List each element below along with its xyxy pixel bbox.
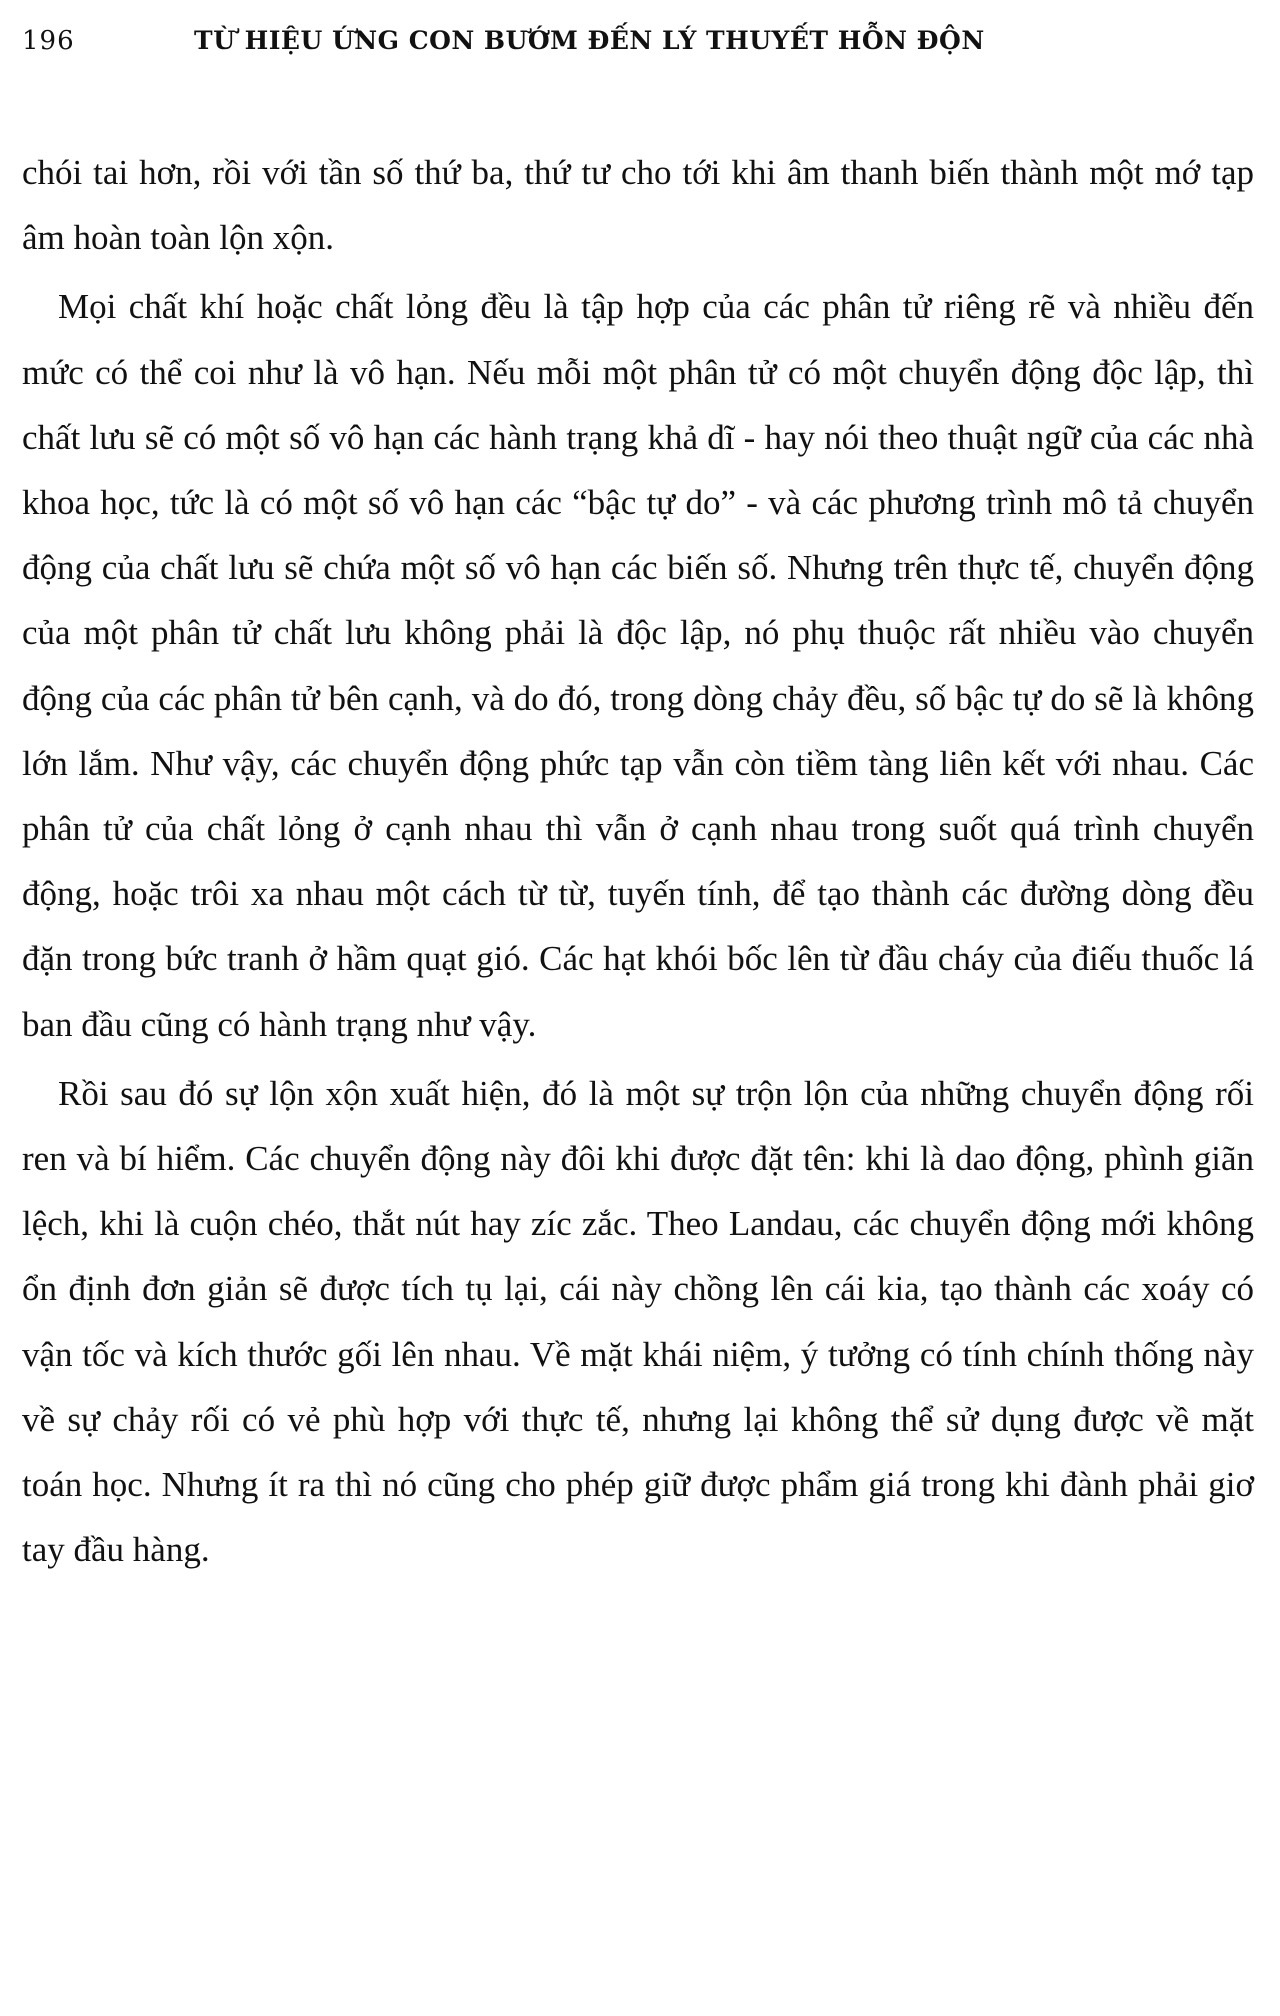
- paragraph: Rồi sau đó sự lộn xộn xuất hiện, đó là một sự trộn lộn của những chuyển động rối ren và bí hiểm. Các chuyển động này đôi khi được đặt tên: khi là dao động, phình giãn lệch, khi là cuộn chéo, thắt nút hay zíc zắc. Theo Landau, các chuyển động mới không ổn định đơn giản sẽ được tích tụ lại, cái này chồng lên cái kia, tạo thành các xoáy có vận tốc và kích thước gối lên nhau. Về mặt khái niệm, ý tưởng có tính chính thống này về sự chảy rối có vẻ phù hợp với thực tế, nhưng lại không thể sử dụng được về mặt toán học. Nhưng ít ra thì nó cũng cho phép giữ được phẩm giá trong khi đành phải giơ tay đầu hàng.: [22, 1073, 1254, 1570]
- paragraph-continued: chói tai hơn, rồi với tần số thứ ba, thứ tư cho tới khi âm thanh biến thành một mớ tạp âm hoàn toàn lộn xộn.: [22, 153, 1254, 258]
- page-number: 196: [22, 26, 75, 56]
- body-text: [22, 140, 1254, 1582]
- paragraph: Mọi chất khí hoặc chất lỏng đều là tập hợp của các phân tử riêng rẽ và nhiều đến mức có thể coi như là vô hạn. Nếu mỗi một phân tử có một chuyển động độc lập, thì chất lưu sẽ có một số vô hạn các hành trạng khả dĩ - hay nói theo thuật ngữ của các nhà khoa học, tức là có một số vô hạn các “bậc tự do” - và các phương trình mô tả chuyển động của chất lưu sẽ chứa một số vô hạn các biến số. Nhưng trên thực tế, chuyển động của một phân tử chất lưu không phải là độc lập, nó phụ thuộc rất nhiều vào chuyển động của các phân tử bên cạnh, và do đó, trong dòng chảy đều, số bậc tự do sẽ là không lớn lắm. Như vậy, các chuyển động phức tạp vẫn còn tiềm tàng liên kết với nhau. Các phân tử của chất lỏng ở cạnh nhau thì vẫn ở cạnh nhau trong suốt quá trình chuyển động, hoặc trôi xa nhau một cách từ từ, tuyến tính, để tạo thành các đường dòng đều đặn trong bức tranh ở hầm quạt gió. Các hạt khói bốc lên từ đầu cháy của điếu thuốc lá ban đầu cũng có hành trạng như vậy.: [22, 287, 1254, 1044]
- page-header: [22, 26, 1122, 66]
- running-title: TỪ HIỆU ỨNG CON BƯỚM ĐẾN LÝ THUYẾT HỖN ĐỘN: [194, 26, 985, 55]
